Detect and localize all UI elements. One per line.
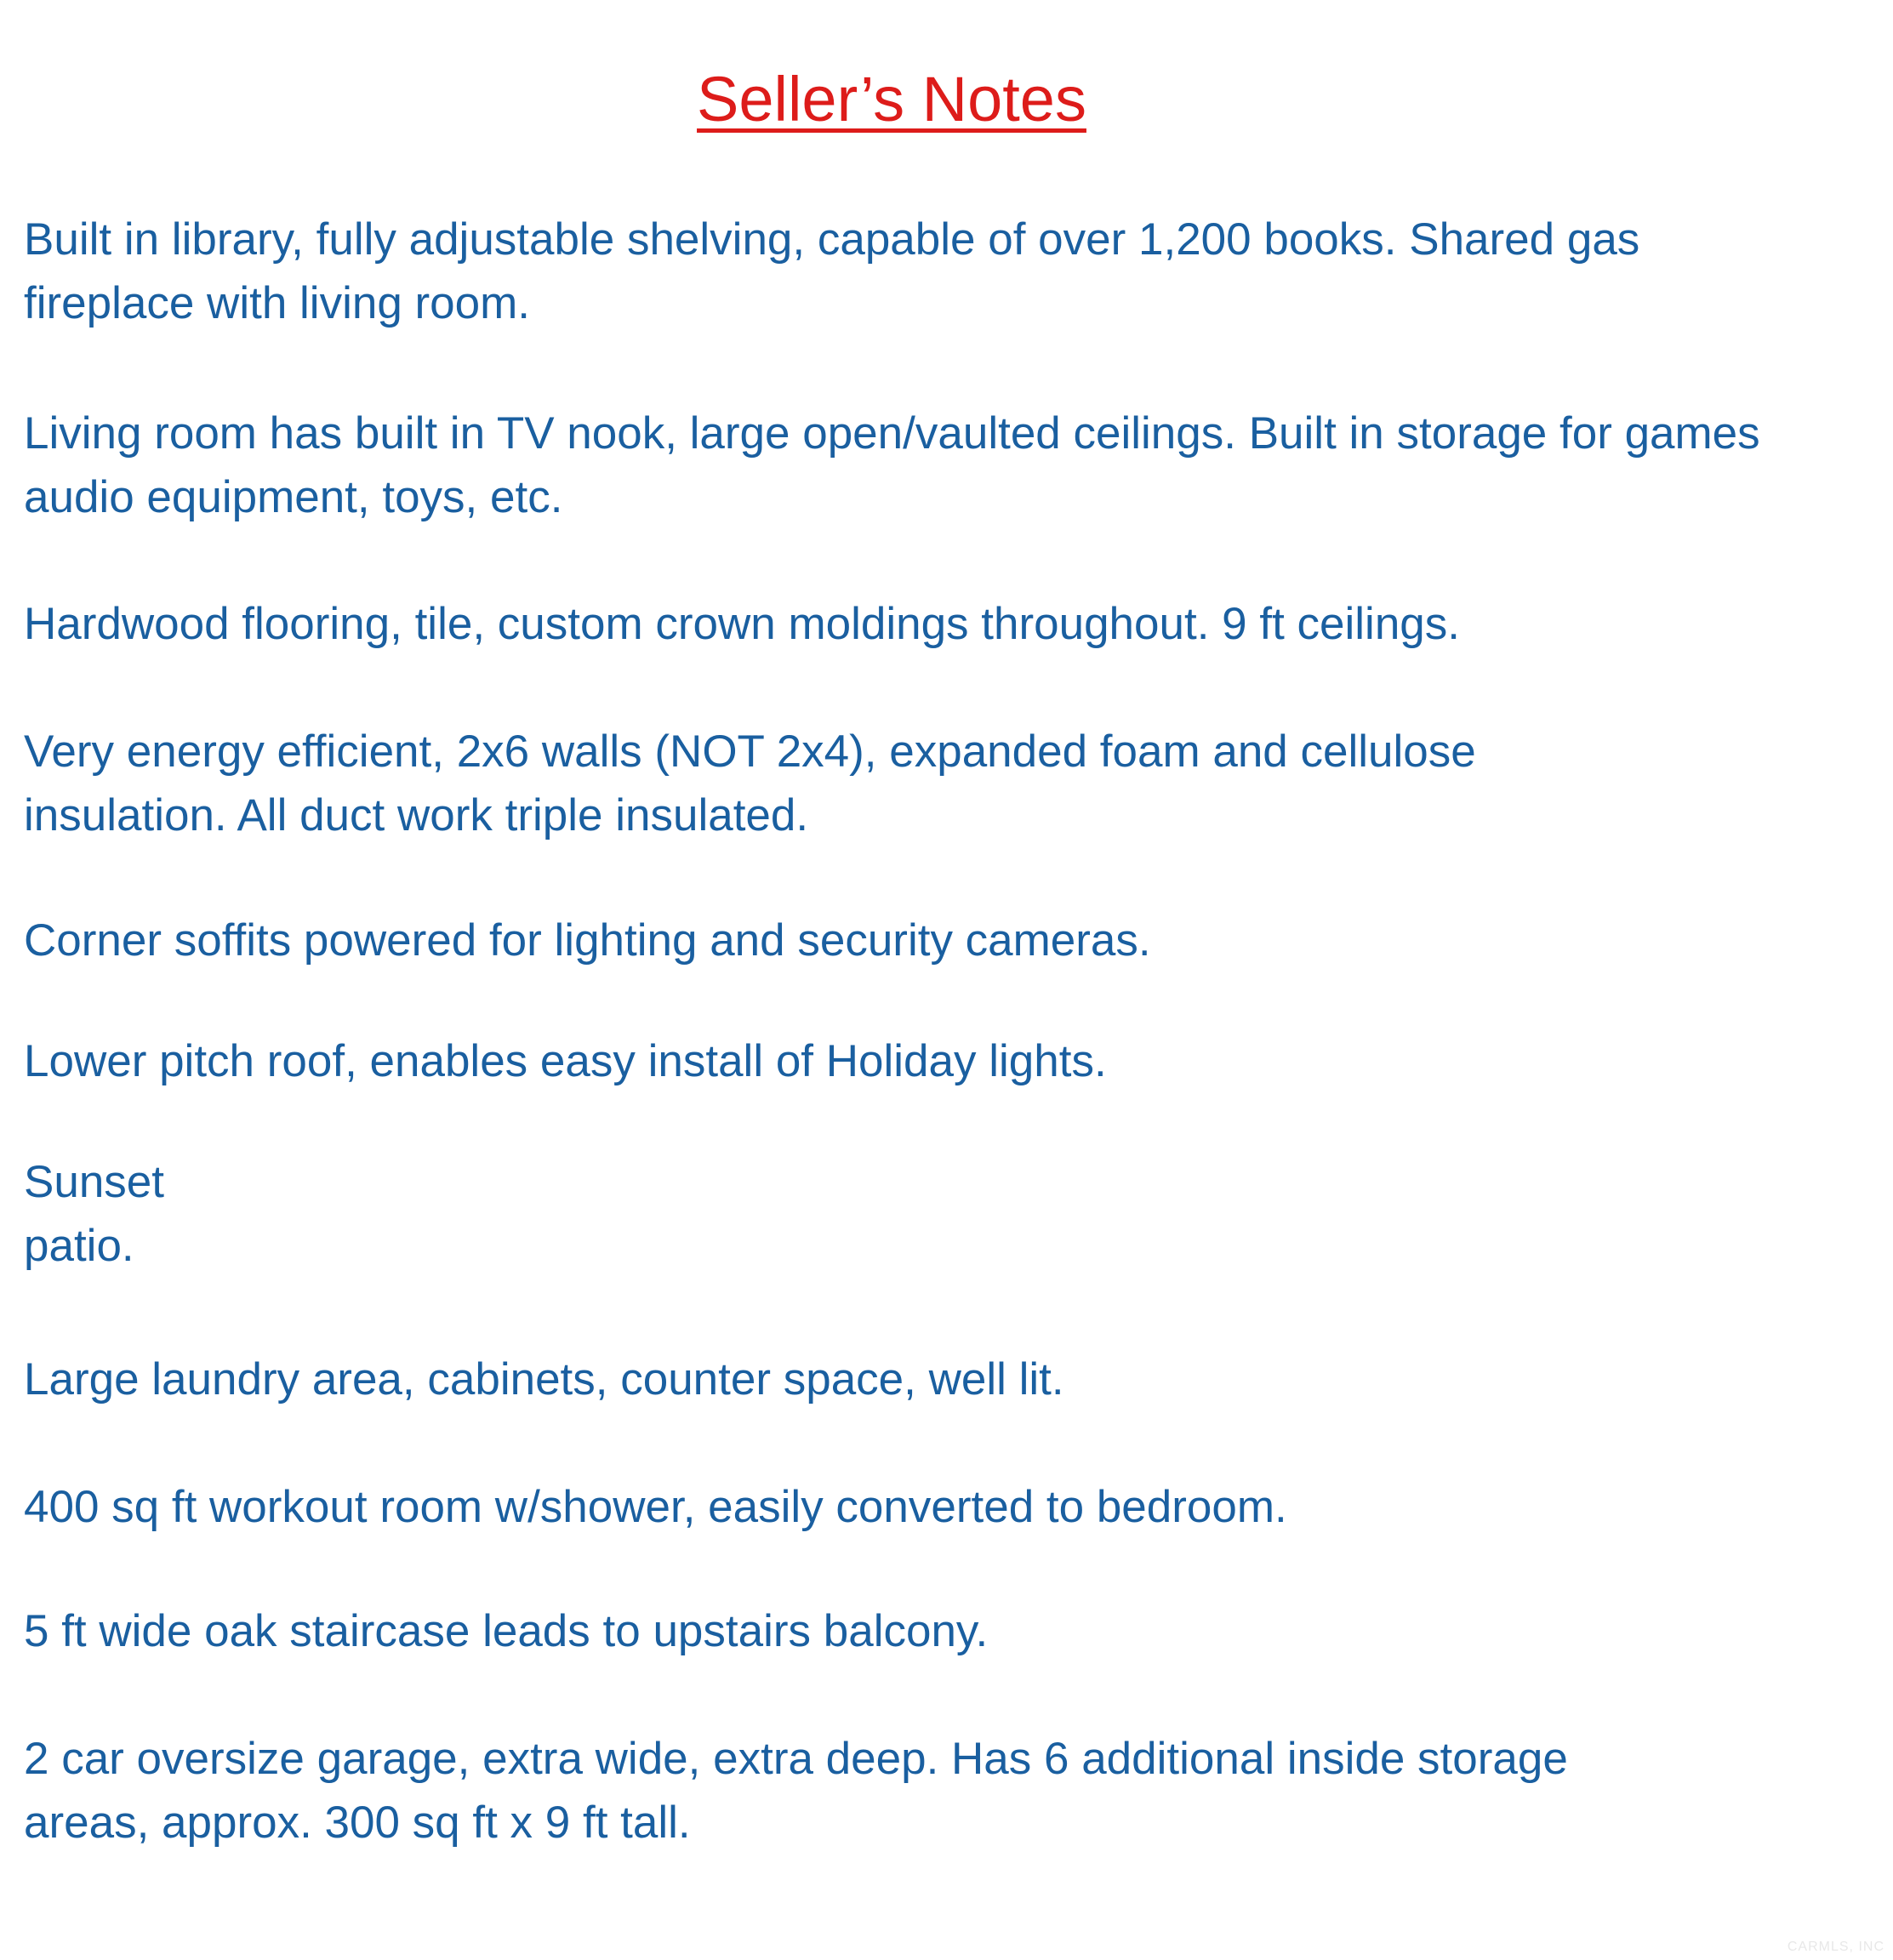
note-line: Sunset (24, 1157, 165, 1207)
note-line: Living room has built in TV nook, large open/vaulted ceilings. Built in storage for games (24, 408, 1760, 459)
note-line: Lower pitch roof, enables easy install of Holiday lights. (24, 1036, 1107, 1086)
note-line: 5 ft wide oak staircase leads to upstairs balcony. (24, 1606, 989, 1656)
note-line: 2 car oversize garage, extra wide, extra deep. Has 6 additional inside storage (24, 1734, 1568, 1784)
note-line: 400 sq ft workout room w/shower, easily converted to bedroom. (24, 1482, 1287, 1532)
note-line: Hardwood flooring, tile, custom crown moldings throughout. 9 ft ceilings. (24, 599, 1461, 649)
note-line: audio equipment, toys, etc. (24, 472, 563, 522)
note-laundry (24, 1348, 1064, 1411)
note-line: Built in library, fully adjustable shelving, capable of over 1,200 books. Shared gas (24, 214, 1640, 265)
note-patio (24, 1150, 164, 1278)
note-living-room (24, 402, 1760, 529)
note-staircase (24, 1599, 988, 1663)
note-line: Corner soffits powered for lighting and security cameras. (24, 915, 1151, 966)
note-line: Large laundry area, cabinets, counter space, well lit. (24, 1354, 1064, 1404)
note-line: insulation. All duct work triple insulated. (24, 790, 809, 840)
note-roof (24, 1029, 1107, 1093)
note-line: fireplace with living room. (24, 278, 531, 328)
watermark: CARMLS, INC (1787, 1940, 1884, 1954)
note-energy (24, 720, 1476, 847)
note-line: patio. (24, 1221, 134, 1271)
note-soffits (24, 909, 1151, 972)
note-garage (24, 1727, 1568, 1855)
note-library (24, 208, 1639, 335)
note-line: areas, approx. 300 sq ft x 9 ft tall. (24, 1798, 691, 1848)
page-title: Seller’s Notes (697, 64, 1086, 134)
note-line: Very energy efficient, 2x6 walls (NOT 2x4), expanded foam and cellulose (24, 726, 1476, 777)
note-workout (24, 1475, 1287, 1539)
note-flooring (24, 592, 1460, 656)
